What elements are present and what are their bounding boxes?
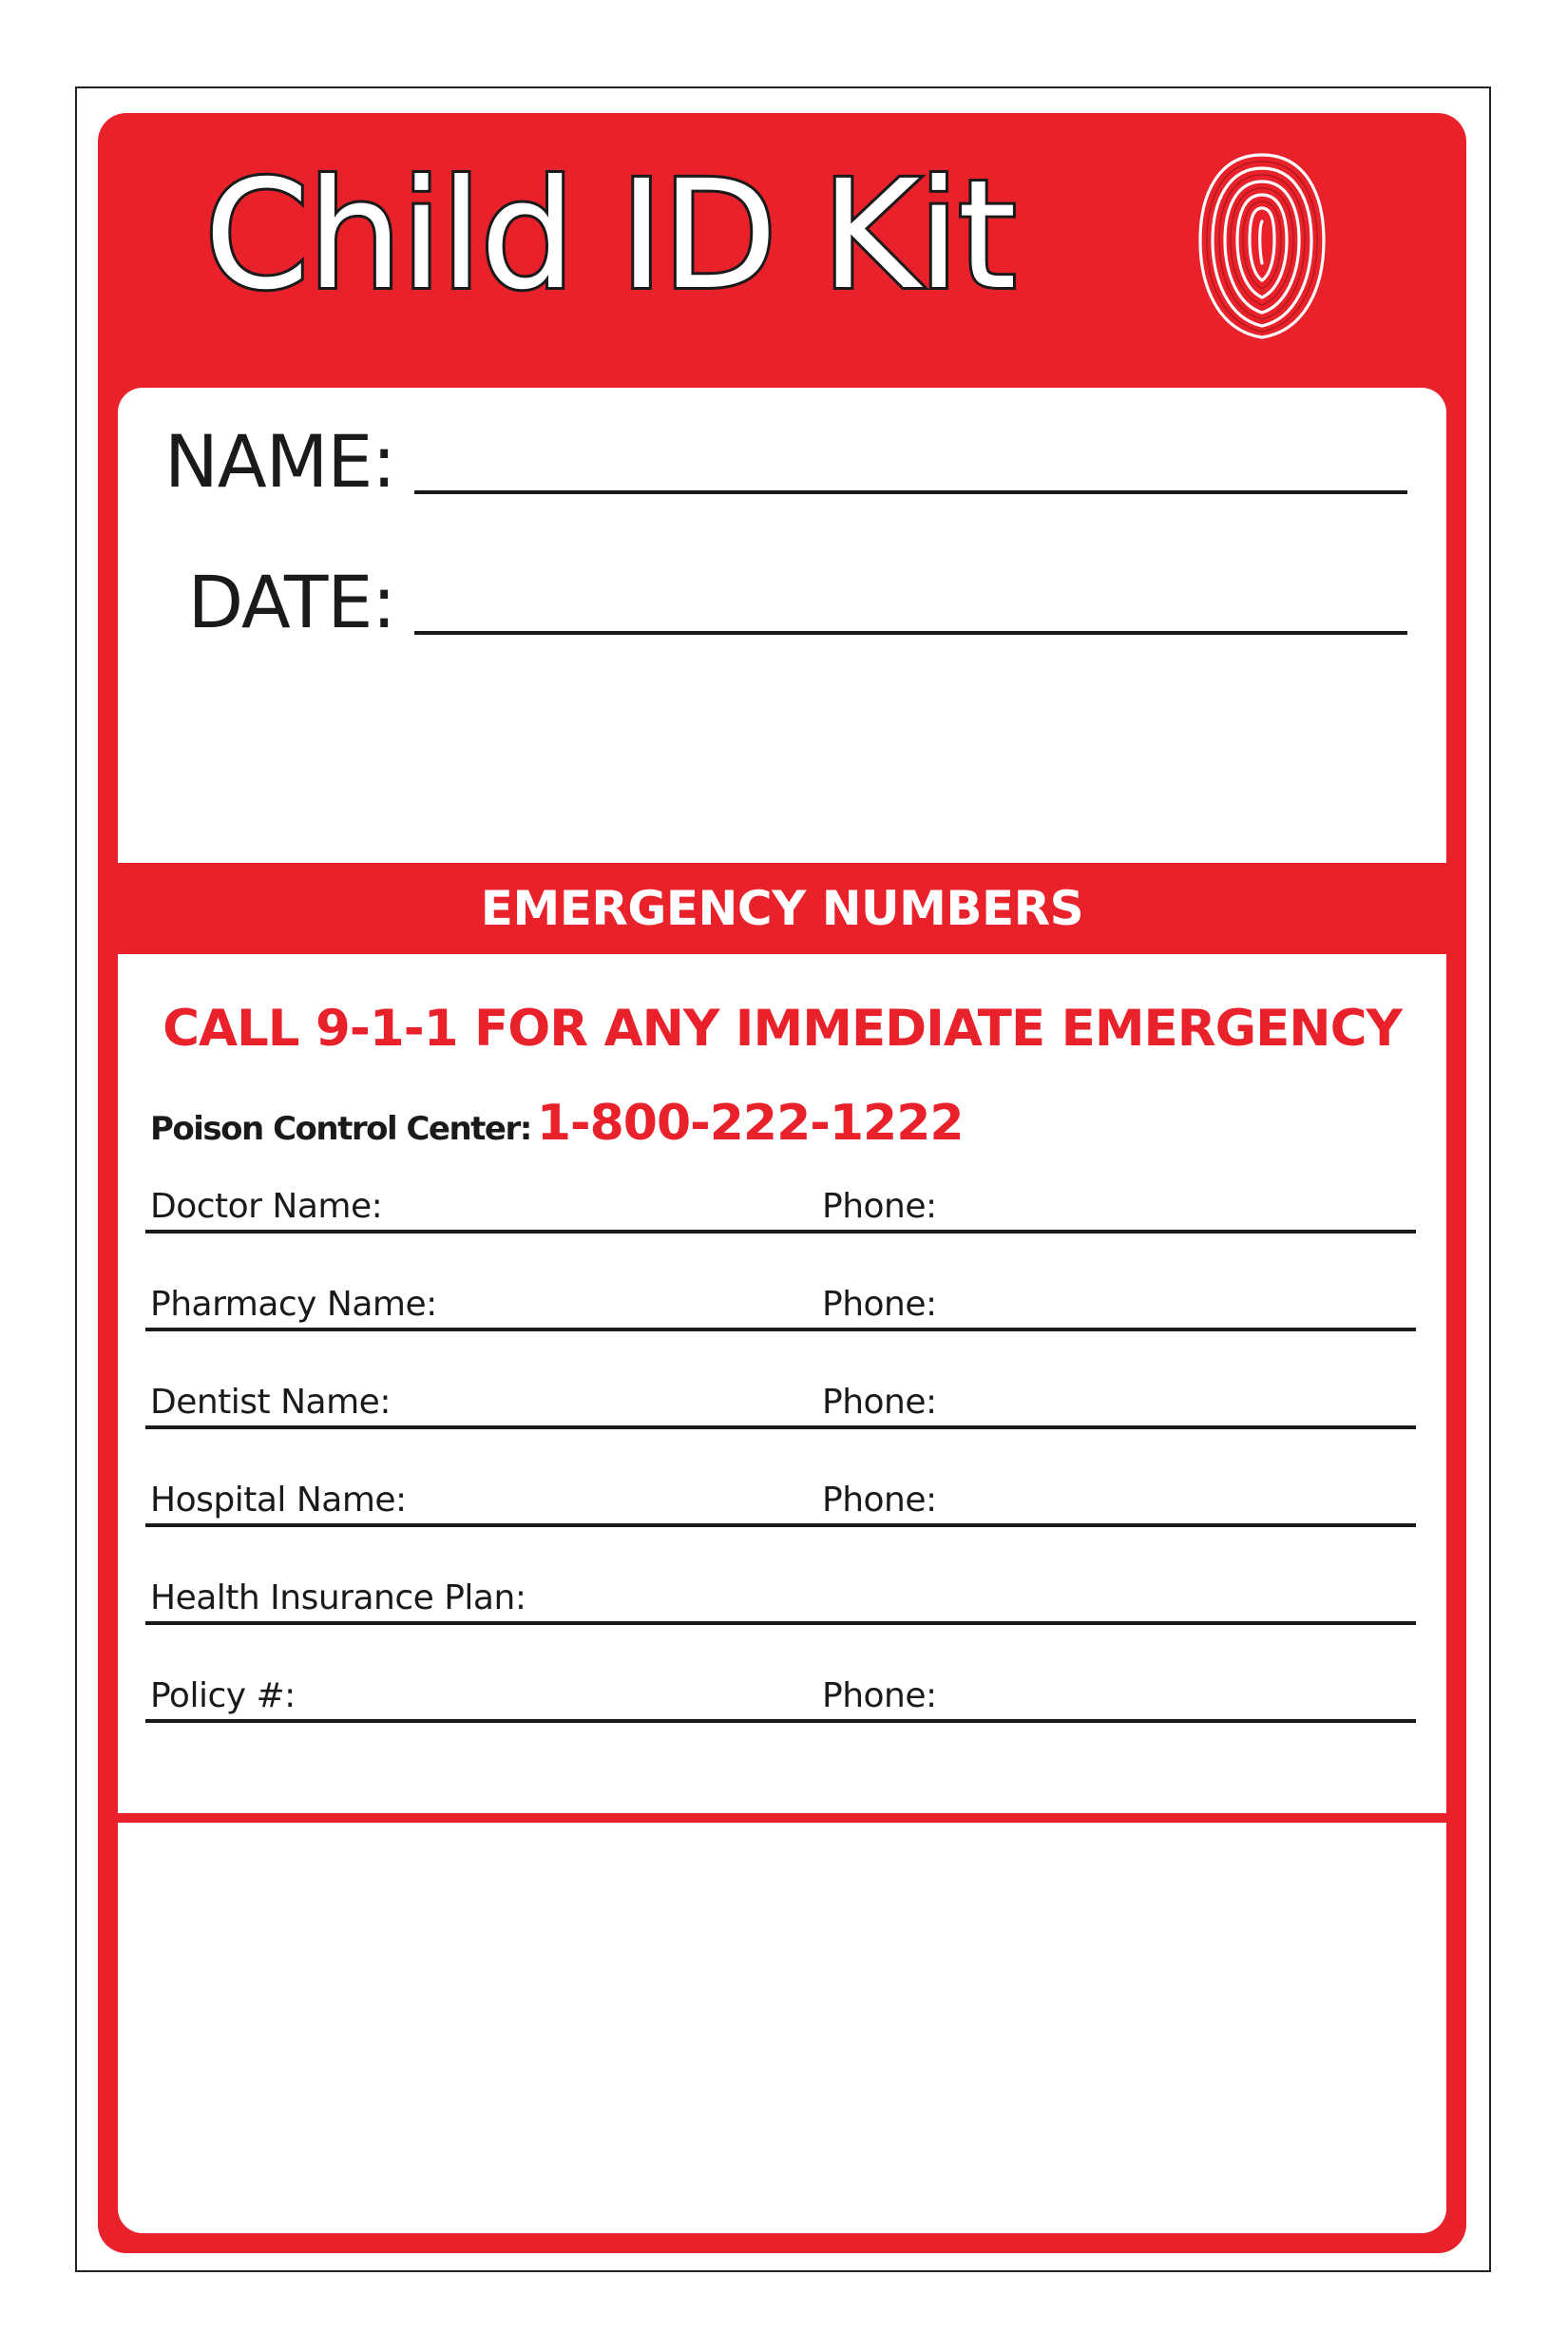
contact-label: Policy #: — [150, 1676, 296, 1715]
phone-label: Phone: — [822, 1285, 937, 1324]
phone-label: Phone: — [822, 1676, 937, 1715]
poison-control-row — [150, 1095, 964, 1152]
name-field[interactable] — [414, 490, 1407, 494]
poison-control-number: 1-800-222-1222 — [536, 1095, 964, 1152]
contact-label: Doctor Name: — [150, 1187, 383, 1226]
fingerprint-icon — [1181, 136, 1343, 354]
contact-label: Pharmacy Name: — [150, 1285, 437, 1324]
phone-label: Phone: — [822, 1187, 937, 1226]
date-field[interactable] — [414, 631, 1407, 635]
emergency-section — [118, 954, 1446, 1813]
page-title: Child ID Kit — [204, 148, 1015, 323]
emergency-header: EMERGENCY NUMBERS — [480, 881, 1084, 936]
emergency-header-band — [98, 863, 1466, 954]
photo-area[interactable] — [118, 1823, 1446, 2233]
date-label: DATE: — [187, 560, 395, 644]
contact-row-insurance[interactable] — [145, 1564, 1416, 1625]
contact-row-pharmacy[interactable] — [145, 1271, 1416, 1331]
name-label: NAME: — [163, 419, 395, 504]
contact-row-dentist[interactable] — [145, 1368, 1416, 1429]
poison-control-label: Poison Control Center: — [150, 1110, 531, 1148]
contact-label: Hospital Name: — [150, 1481, 407, 1520]
contact-label: Health Insurance Plan: — [150, 1578, 526, 1617]
section-divider — [98, 1813, 1466, 1823]
contact-row-hospital[interactable] — [145, 1466, 1416, 1527]
contact-row-doctor[interactable] — [145, 1173, 1416, 1233]
phone-label: Phone: — [822, 1383, 937, 1422]
contact-label: Dentist Name: — [150, 1383, 391, 1422]
name-row — [118, 420, 1446, 515]
identity-section — [118, 388, 1446, 863]
date-row — [118, 561, 1446, 656]
header — [98, 113, 1466, 389]
call-911-notice: CALL 9-1-1 FOR ANY IMMEDIATE EMERGENCY — [163, 1000, 1402, 1058]
phone-label: Phone: — [822, 1481, 937, 1520]
id-kit-card — [98, 113, 1466, 2253]
contact-row-policy[interactable] — [145, 1662, 1416, 1723]
